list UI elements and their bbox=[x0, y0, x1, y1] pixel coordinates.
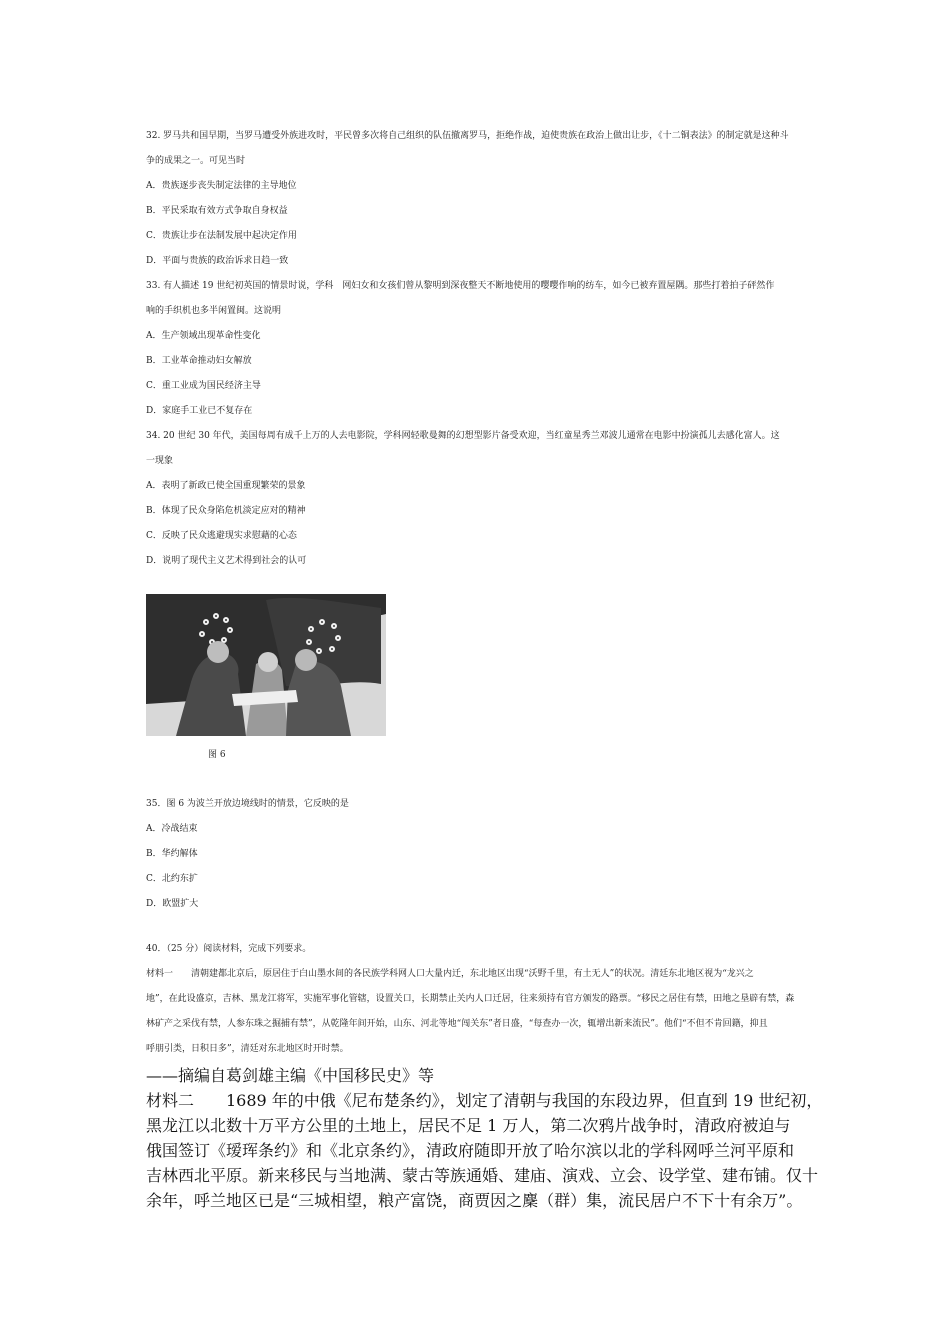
question-32-option-b: B．平民采取有效方式争取自身权益 bbox=[146, 206, 288, 216]
question-35-option-d: D．欧盟扩大 bbox=[146, 899, 199, 909]
material-1-source: ——摘编自葛剑雄主编《中国移民史》等 bbox=[146, 1066, 435, 1085]
question-34-option-a: A．表明了新政已使全国重现繁荣的景象 bbox=[146, 481, 306, 491]
question-33-option-a: A．生产领域出现革命性变化 bbox=[146, 331, 261, 341]
question-32-stem-line-1: 32. 罗马共和国早期，当罗马遭受外族进攻时，平民曾多次将自己组织的队伍撤离罗马，拒绝作战，迫使贵族在政治上做出让步，《十二铜表法》的制定就是这种斗 bbox=[146, 131, 789, 141]
question-33-stem-line-2: 响的手织机也多半闲置闽。这说明 bbox=[146, 306, 282, 316]
question-32-option-d: D．平面与贵族的政治诉求日趋一致 bbox=[146, 256, 289, 266]
question-32-stem-line-2: 争的成果之一。可见当时 bbox=[146, 156, 246, 166]
question-32-option-c: C．贵族让步在法制发展中起决定作用 bbox=[146, 231, 297, 241]
material-1-line-4: 呼朋引类，日积日多”，清廷对东北地区时开时禁。 bbox=[146, 1044, 349, 1054]
figure-6-photo bbox=[146, 594, 386, 736]
question-34-option-b: B．体现了民众身陷危机淡定应对的精神 bbox=[146, 506, 306, 516]
material-2-line-3: 俄国签订《瑷珲条约》和《北京条约》，清政府随即开放了哈尔滨以北的学科网呼兰河平原和 bbox=[146, 1141, 795, 1160]
figure-6-illustration bbox=[146, 594, 386, 736]
material-2-line-1: 材料二 1689 年的中俄《尼布楚条约》，划定了清朝与我国的东段边界，但直到 19 世纪初， bbox=[146, 1091, 823, 1110]
material-1-line-1: 材料一 清朝建都北京后，原居住于白山墨水间的各民族学科网人口大量内迁，东北地区出现“沃野千里，有土无人”的状况。清廷东北地区视为“龙兴之 bbox=[146, 969, 754, 979]
material-2-line-4: 吉林西北平原。新来移民与当地满、蒙古等族通婚、建庙、演戏、立会、设学堂、建布铺。仅十 bbox=[146, 1166, 819, 1185]
question-35-option-a: A．冷战结束 bbox=[146, 824, 198, 834]
figure-6-caption: 图 6 bbox=[208, 750, 226, 760]
question-40-heading: 40．（25 分）阅读材料，完成下列要求。 bbox=[146, 944, 312, 954]
material-1-line-2: 地”，在此设盛京，吉林、黑龙江将军，实施军事化管辖，设置关口，长期禁止关内人口迁居，往来须持有官方颁发的路票。“移民之居住有禁，田地之垦辟有禁，森 bbox=[146, 994, 795, 1004]
question-33-option-b: B．工业革命推动妇女解放 bbox=[146, 356, 252, 366]
question-33-option-c: C．重工业成为国民经济主导 bbox=[146, 381, 261, 391]
question-32-option-a: A．贵族逐步丧失制定法律的主导地位 bbox=[146, 181, 297, 191]
question-35-option-b: B．华约解体 bbox=[146, 849, 198, 859]
question-34-stem-line-1: 34. 20 世纪 30 年代，美国每周有成千上万的人去电影院，学科网轻歌曼舞的幻想型影片备受欢迎，当红童星秀兰邓波儿通常在电影中扮演孤儿去感化富人。这 bbox=[146, 431, 780, 441]
question-33-option-d: D．家庭手工业已不复存在 bbox=[146, 406, 253, 416]
question-35-option-c: C．北约东扩 bbox=[146, 874, 198, 884]
question-34-stem-line-2: 一现象 bbox=[146, 456, 174, 466]
question-34-option-d: D．说明了现代主义艺术得到社会的认可 bbox=[146, 556, 307, 566]
material-1-line-3: 林矿产之采伐有禁，人参东珠之掘捕有禁”，从乾隆年间开始，山东、河北等地“闯关东”者日盛，“每查办一次，辄增出新来流民”。他们“不但不肯回籍，抑且 bbox=[146, 1019, 768, 1029]
question-34-option-c: C．反映了民众逃避现实求慰藉的心态 bbox=[146, 531, 297, 541]
material-2-line-2: 黑龙江以北数十万平方公里的土地上，居民不足 1 万人，第二次鸦片战争时，清政府被迫与 bbox=[146, 1116, 791, 1135]
material-2-line-5: 余年，呼兰地区已是“三城相望，粮产富饶，商贾因之麇（群）集，流民居户不下十有余万”。 bbox=[146, 1191, 803, 1210]
question-35-stem: 35．图 6 为波兰开放边境线时的情景，它反映的是 bbox=[146, 799, 349, 809]
question-33-stem-line-1: 33. 有人描述 19 世纪初英国的情景时说，学科 网妇女和女孩们曾从黎明到深夜整天不断地使用的嘤嘤作响的纺车，如今已被弃置屋隅。那些打着拍子砰然作 bbox=[146, 281, 775, 291]
